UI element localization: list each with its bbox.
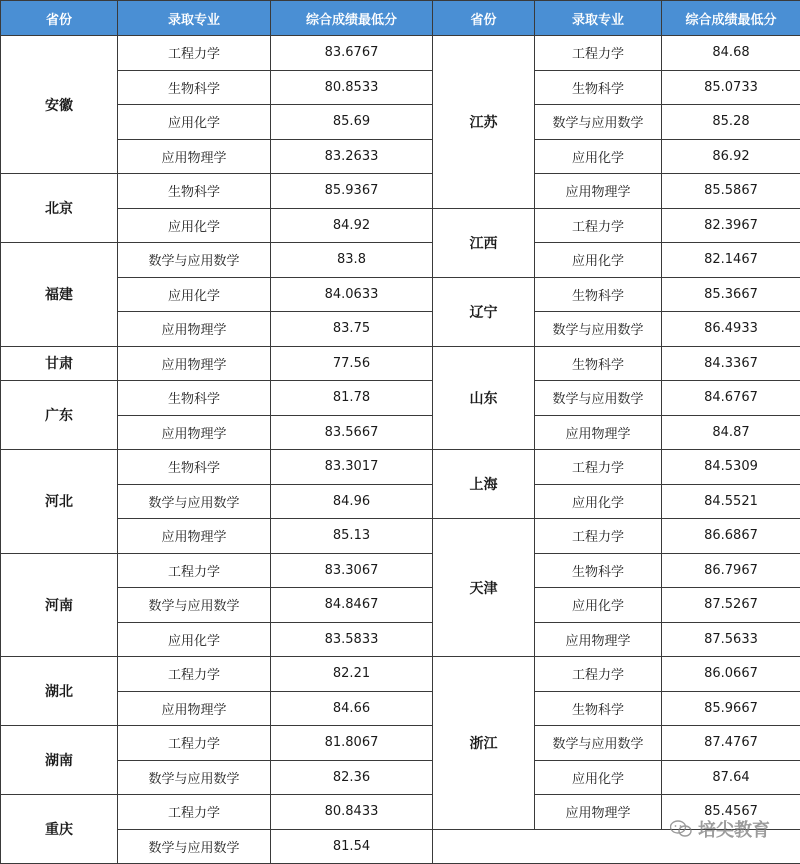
header-major: 录取专业 (535, 1, 662, 36)
score-cell: 85.0733 (662, 70, 800, 105)
major-cell: 生物科学 (118, 174, 271, 209)
major-cell: 生物科学 (535, 277, 662, 312)
score-cell: 86.4933 (662, 312, 800, 347)
score-cell: 84.66 (271, 691, 433, 726)
score-cell: 83.5667 (271, 415, 433, 450)
score-cell: 87.5633 (662, 622, 800, 657)
major-cell: 生物科学 (535, 346, 662, 381)
score-cell: 84.92 (271, 208, 433, 243)
major-cell: 生物科学 (535, 70, 662, 105)
province-cell: 湖北 (1, 657, 118, 726)
table-row (433, 208, 800, 243)
header-min-score: 综合成绩最低分 (271, 1, 433, 36)
score-cell: 85.9667 (662, 691, 800, 726)
province-cell: 上海 (433, 450, 535, 519)
score-cell: 86.6867 (662, 519, 800, 554)
major-cell: 生物科学 (535, 691, 662, 726)
province-cell: 河北 (1, 450, 118, 554)
score-cell: 87.64 (662, 760, 800, 795)
table-row (1, 553, 433, 588)
major-cell: 应用物理学 (535, 174, 662, 209)
score-cell: 83.6767 (271, 36, 433, 71)
table-row (1, 795, 433, 830)
score-cell: 84.0633 (271, 277, 433, 312)
province-cell: 甘肃 (1, 346, 118, 381)
score-cell: 81.54 (271, 829, 433, 864)
header-min-score: 综合成绩最低分 (662, 1, 800, 36)
major-cell: 数学与应用数学 (118, 484, 271, 519)
table-row (1, 450, 433, 485)
table-row (433, 36, 800, 71)
score-cell: 82.3967 (662, 208, 800, 243)
major-cell: 应用物理学 (535, 415, 662, 450)
score-cell: 84.68 (662, 36, 800, 71)
major-cell: 工程力学 (535, 36, 662, 71)
major-cell: 数学与应用数学 (535, 726, 662, 761)
watermark (670, 816, 770, 842)
right-header-row (433, 1, 800, 36)
major-cell: 工程力学 (118, 553, 271, 588)
major-cell: 应用物理学 (118, 346, 271, 381)
header-province: 省份 (1, 1, 118, 36)
table-row (433, 277, 800, 312)
score-cell: 87.5267 (662, 588, 800, 623)
major-cell: 应用化学 (535, 760, 662, 795)
score-cell: 83.2633 (271, 139, 433, 174)
score-cell: 86.7967 (662, 553, 800, 588)
score-cell: 85.4567 (662, 795, 800, 830)
header-province: 省份 (433, 1, 535, 36)
table-row (1, 726, 433, 761)
score-cell: 80.8533 (271, 70, 433, 105)
major-cell: 数学与应用数学 (535, 105, 662, 140)
major-cell: 生物科学 (118, 381, 271, 416)
score-cell: 86.92 (662, 139, 800, 174)
table-row (1, 381, 433, 416)
province-cell: 江苏 (433, 36, 535, 209)
major-cell: 数学与应用数学 (118, 588, 271, 623)
score-cell: 80.8433 (271, 795, 433, 830)
score-cell: 81.8067 (271, 726, 433, 761)
score-cell: 85.69 (271, 105, 433, 140)
major-cell: 应用化学 (535, 139, 662, 174)
score-cell: 81.78 (271, 381, 433, 416)
province-cell: 辽宁 (433, 277, 535, 346)
province-cell: 山东 (433, 346, 535, 450)
table-row (433, 450, 800, 485)
province-cell: 安徽 (1, 36, 118, 174)
score-cell: 87.4767 (662, 726, 800, 761)
province-cell: 湖南 (1, 726, 118, 795)
major-cell: 数学与应用数学 (118, 243, 271, 278)
score-cell: 83.3067 (271, 553, 433, 588)
score-cell: 83.75 (271, 312, 433, 347)
score-cell: 83.8 (271, 243, 433, 278)
watermark-text: 培尖教育 (698, 820, 770, 841)
score-cell: 86.0667 (662, 657, 800, 692)
major-cell: 工程力学 (535, 208, 662, 243)
major-cell: 应用物理学 (118, 312, 271, 347)
major-cell: 应用物理学 (118, 519, 271, 554)
major-cell: 应用化学 (118, 105, 271, 140)
major-cell: 工程力学 (535, 450, 662, 485)
province-cell: 广东 (1, 381, 118, 450)
major-cell: 应用物理学 (535, 795, 662, 830)
major-cell: 工程力学 (118, 726, 271, 761)
major-cell: 应用化学 (118, 277, 271, 312)
province-cell: 浙江 (433, 657, 535, 830)
province-cell: 北京 (1, 174, 118, 243)
major-cell: 应用化学 (118, 622, 271, 657)
province-cell: 河南 (1, 553, 118, 657)
score-cell: 84.87 (662, 415, 800, 450)
province-cell: 天津 (433, 519, 535, 657)
score-cell: 82.36 (271, 760, 433, 795)
score-cell: 82.1467 (662, 243, 800, 278)
score-cell: 84.8467 (271, 588, 433, 623)
table-row (433, 346, 800, 381)
score-cell: 83.3017 (271, 450, 433, 485)
major-cell: 应用物理学 (118, 691, 271, 726)
major-cell: 应用化学 (535, 588, 662, 623)
left-header-row (1, 1, 433, 36)
province-cell: 福建 (1, 243, 118, 347)
table-row (433, 657, 800, 692)
score-cell: 85.9367 (271, 174, 433, 209)
major-cell: 应用化学 (535, 484, 662, 519)
table-row (1, 243, 433, 278)
table-row (1, 657, 433, 692)
major-cell: 生物科学 (535, 553, 662, 588)
major-cell: 应用物理学 (535, 622, 662, 657)
major-cell: 工程力学 (118, 795, 271, 830)
major-cell: 数学与应用数学 (535, 381, 662, 416)
score-cell: 84.5309 (662, 450, 800, 485)
major-cell: 生物科学 (118, 450, 271, 485)
major-cell: 数学与应用数学 (118, 829, 271, 864)
score-cell: 84.3367 (662, 346, 800, 381)
score-cell: 85.13 (271, 519, 433, 554)
score-cell: 82.21 (271, 657, 433, 692)
province-cell: 江西 (433, 208, 535, 277)
table-row (1, 36, 433, 71)
table-row (433, 519, 800, 554)
major-cell: 应用化学 (535, 243, 662, 278)
score-cell: 84.96 (271, 484, 433, 519)
score-cell: 83.5833 (271, 622, 433, 657)
score-cell: 84.5521 (662, 484, 800, 519)
right-score-table (432, 0, 800, 864)
major-cell: 工程力学 (535, 657, 662, 692)
major-cell: 应用物理学 (118, 139, 271, 174)
wechat-icon (670, 820, 692, 838)
major-cell: 数学与应用数学 (118, 760, 271, 795)
table-row (1, 174, 433, 209)
major-cell: 应用化学 (118, 208, 271, 243)
major-cell: 生物科学 (118, 70, 271, 105)
score-cell: 85.28 (662, 105, 800, 140)
major-cell: 工程力学 (118, 657, 271, 692)
score-cell: 84.6767 (662, 381, 800, 416)
score-cell: 85.5867 (662, 174, 800, 209)
major-cell: 工程力学 (535, 519, 662, 554)
header-major: 录取专业 (118, 1, 271, 36)
major-cell: 数学与应用数学 (535, 312, 662, 347)
major-cell: 工程力学 (118, 36, 271, 71)
province-cell: 重庆 (1, 795, 118, 864)
table-row (1, 346, 433, 381)
score-cell: 85.3667 (662, 277, 800, 312)
score-cell: 77.56 (271, 346, 433, 381)
major-cell: 应用物理学 (118, 415, 271, 450)
